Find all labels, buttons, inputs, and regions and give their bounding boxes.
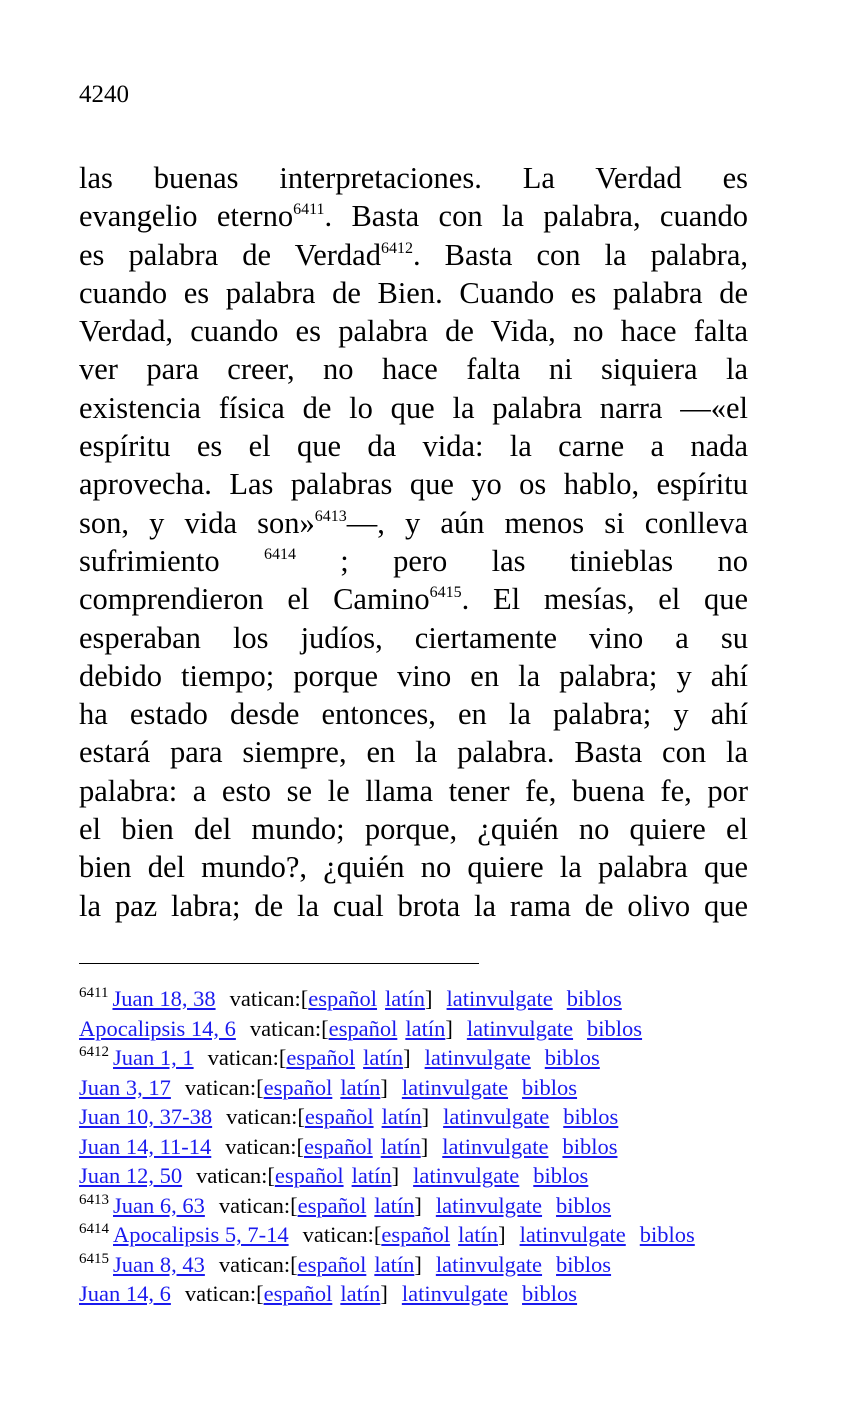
latin-link[interactable]: latín xyxy=(405,1015,446,1041)
body-text-segment: esperaban los judíos, ciertamente vino a su xyxy=(79,620,748,655)
latin-link[interactable]: latín xyxy=(374,1192,415,1218)
vatican-label: vatican:[ xyxy=(218,1192,298,1218)
body-text-segment: . Basta con la palabra, cuando xyxy=(324,199,748,234)
body-text-segment: es palabra de Verdad xyxy=(79,237,381,272)
latin-link[interactable]: latín xyxy=(374,1251,415,1277)
biblos-link[interactable]: biblos xyxy=(533,1163,589,1188)
body-text-segment: comprendieron el Camino xyxy=(79,582,430,617)
vatican-label: vatican:[ xyxy=(226,1104,305,1129)
footnote-marker: 6411 xyxy=(293,201,325,219)
espanol-link[interactable]: español xyxy=(297,1192,367,1218)
footnote-line xyxy=(79,1279,769,1309)
vatican-label: vatican:[ xyxy=(184,1074,264,1100)
espanol-link[interactable]: español xyxy=(263,1281,333,1306)
body-text-segment: ver para creer, no hace falta ni siquiera la xyxy=(79,352,748,387)
espanol-link[interactable]: español xyxy=(381,1222,451,1247)
scripture-reference-link[interactable]: Juan 10, 37-38 xyxy=(79,1104,213,1129)
body-text xyxy=(79,159,748,925)
espanol-link[interactable]: español xyxy=(308,986,378,1011)
bracket-close: ] xyxy=(414,1192,422,1218)
latin-link[interactable]: latín xyxy=(340,1281,381,1306)
scripture-reference-link[interactable]: Juan 14, 6 xyxy=(79,1281,171,1306)
latin-link[interactable]: latín xyxy=(385,986,426,1011)
body-line xyxy=(79,427,748,465)
body-line xyxy=(79,887,748,925)
body-text-segment: existencia física de lo que la palabra narra —«el xyxy=(79,390,748,425)
body-line xyxy=(79,274,748,312)
scripture-reference-link[interactable]: Juan 6, 63 xyxy=(113,1192,205,1218)
body-line xyxy=(79,772,748,810)
footnote-number: 6411 xyxy=(79,985,109,1001)
latinvulgate-link[interactable]: latinvulgate xyxy=(435,1251,543,1277)
body-text-segment: debido tiempo; porque vino en la palabra; y ahí xyxy=(79,658,748,693)
scripture-reference-link[interactable]: Juan 8, 43 xyxy=(113,1251,205,1277)
vatican-label: vatican:[ xyxy=(218,1251,298,1277)
vatican-label: vatican:[ xyxy=(196,1163,275,1188)
bracket-close: ] xyxy=(421,1104,430,1129)
bracket-close: ] xyxy=(425,986,433,1011)
footnote-number: 6413 xyxy=(79,1191,109,1208)
scripture-reference-link[interactable]: Juan 1, 1 xyxy=(113,1045,194,1070)
biblos-link[interactable]: biblos xyxy=(562,1133,618,1159)
footnote-number: 6412 xyxy=(79,1044,109,1060)
body-text-segment: bien del mundo?, ¿quién no quiere la palabra que xyxy=(79,850,748,885)
espanol-link[interactable]: español xyxy=(297,1251,367,1277)
footnote-line xyxy=(79,1073,769,1103)
latin-link[interactable]: latín xyxy=(351,1163,392,1188)
latinvulgate-link[interactable]: latinvulgate xyxy=(401,1281,509,1306)
body-text-segment: aprovecha. Las palabras que yo os hablo, espíritu xyxy=(79,467,748,502)
bracket-close: ] xyxy=(380,1074,388,1100)
footnote-number: 6415 xyxy=(79,1250,109,1267)
espanol-link[interactable]: español xyxy=(304,1104,374,1129)
body-line xyxy=(79,695,748,733)
biblos-link[interactable]: biblos xyxy=(566,986,622,1011)
latin-link[interactable]: latín xyxy=(381,1104,422,1129)
espanol-link[interactable]: español xyxy=(274,1163,344,1188)
body-text-segment: ; pero las tinieblas no xyxy=(295,543,748,578)
biblos-link[interactable]: biblos xyxy=(563,1104,619,1129)
bracket-close: ] xyxy=(420,1133,429,1159)
bracket-close: ] xyxy=(445,1015,453,1041)
scripture-reference-link[interactable]: Juan 12, 50 xyxy=(79,1163,183,1188)
biblos-link[interactable]: biblos xyxy=(556,1192,612,1218)
footnote-line xyxy=(79,1161,769,1191)
vatican-label: vatican:[ xyxy=(207,1045,287,1070)
biblos-link[interactable]: biblos xyxy=(639,1222,695,1247)
body-text-segment: cuando es palabra de Bien. Cuando es palabra de xyxy=(79,275,748,310)
scripture-reference-link[interactable]: Apocalipsis 14, 6 xyxy=(79,1015,236,1041)
bracket-close: ] xyxy=(380,1281,388,1306)
vatican-label: vatican:[ xyxy=(184,1281,264,1306)
body-text-segment: palabra: a esto se le llama tener fe, buena fe, por xyxy=(79,773,748,808)
body-line xyxy=(79,657,748,695)
body-line xyxy=(79,733,748,771)
body-text-segment: el bien del mundo; porque, ¿quién no quiere el xyxy=(79,812,748,847)
bracket-close: ] xyxy=(414,1251,422,1277)
footnote-line xyxy=(79,1014,769,1044)
bracket-close: ] xyxy=(403,1045,411,1070)
body-text-segment: ha estado desde entonces, en la palabra; y ahí xyxy=(79,697,748,732)
body-line xyxy=(79,810,748,848)
bracket-close: ] xyxy=(498,1222,506,1247)
latin-link[interactable]: latín xyxy=(363,1045,404,1070)
latinvulgate-link[interactable]: latinvulgate xyxy=(466,1015,574,1041)
footnote-line xyxy=(79,1043,769,1073)
latinvulgate-link[interactable]: latinvulgate xyxy=(424,1045,531,1070)
page-number: 4240 xyxy=(79,81,129,108)
body-text-segment: . Basta con la palabra, xyxy=(412,237,748,272)
body-text-segment: Verdad, cuando es palabra de Vida, no hace falta xyxy=(79,314,748,349)
latinvulgate-link[interactable]: latinvulgate xyxy=(435,1192,543,1218)
footnote-separator xyxy=(79,963,479,964)
scripture-reference-link[interactable]: Apocalipsis 5, 7-14 xyxy=(113,1222,289,1247)
footnote-marker: 6415 xyxy=(429,584,462,602)
body-line xyxy=(79,542,748,580)
latinvulgate-link[interactable]: latinvulgate xyxy=(442,1133,549,1159)
body-text-segment: estará para siempre, en la palabra. Basta con la xyxy=(79,735,748,770)
body-text-segment: espíritu es el que da vida: la carne a nada xyxy=(79,429,748,464)
body-line xyxy=(79,350,748,388)
bracket-close: ] xyxy=(391,1163,400,1188)
footnotes xyxy=(79,984,769,1309)
biblos-link[interactable]: biblos xyxy=(522,1074,578,1100)
latinvulgate-link[interactable]: latinvulgate xyxy=(401,1074,509,1100)
body-line xyxy=(79,236,748,274)
espanol-link[interactable]: español xyxy=(304,1133,373,1159)
body-text-segment: sufrimiento xyxy=(79,543,264,578)
scripture-reference-link[interactable]: Juan 18, 38 xyxy=(112,986,216,1011)
footnote-line xyxy=(79,1250,769,1280)
body-line xyxy=(79,159,748,197)
body-line xyxy=(79,504,748,542)
latinvulgate-link[interactable]: latinvulgate xyxy=(519,1222,626,1247)
footnote-line xyxy=(79,984,769,1014)
latinvulgate-link[interactable]: latinvulgate xyxy=(443,1104,550,1129)
latin-link[interactable]: latín xyxy=(458,1222,499,1247)
footnote-line xyxy=(79,1102,769,1132)
body-text-segment: son, y vida son» xyxy=(79,505,315,540)
footnote-marker: 6413 xyxy=(314,507,347,525)
latinvulgate-link[interactable]: latinvulgate xyxy=(446,986,553,1011)
body-text-segment: las buenas interpretaciones. La Verdad es xyxy=(79,161,748,195)
scripture-reference-link[interactable]: Juan 3, 17 xyxy=(79,1074,171,1100)
latinvulgate-link[interactable]: latinvulgate xyxy=(413,1163,520,1188)
biblos-link[interactable]: biblos xyxy=(587,1015,643,1041)
footnote-line xyxy=(79,1191,769,1221)
vatican-label: vatican:[ xyxy=(225,1133,304,1159)
espanol-link[interactable]: español xyxy=(328,1015,398,1041)
espanol-link[interactable]: español xyxy=(286,1045,356,1070)
footnote-marker: 6412 xyxy=(380,239,413,257)
body-text-segment: . El mesías, el que xyxy=(461,582,748,617)
footnote-number: 6414 xyxy=(79,1221,109,1237)
latin-link[interactable]: latín xyxy=(340,1074,381,1100)
body-line xyxy=(79,848,748,886)
espanol-link[interactable]: español xyxy=(263,1074,333,1100)
latin-link[interactable]: latín xyxy=(380,1133,421,1159)
body-line xyxy=(79,312,748,350)
vatican-label: vatican:[ xyxy=(229,986,309,1011)
footnote-marker: 6414 xyxy=(263,545,296,563)
body-text-segment: evangelio eterno xyxy=(79,199,294,234)
body-line xyxy=(79,580,748,618)
body-line xyxy=(79,619,748,657)
footnote-line xyxy=(79,1220,769,1250)
biblos-link[interactable]: biblos xyxy=(556,1251,612,1277)
body-text-segment: —, y aún menos si conlleva xyxy=(346,505,749,540)
vatican-label: vatican:[ xyxy=(249,1015,329,1041)
body-line xyxy=(79,389,748,427)
scripture-reference-link[interactable]: Juan 14, 11-14 xyxy=(79,1133,212,1159)
vatican-label: vatican:[ xyxy=(302,1222,382,1247)
body-line xyxy=(79,197,748,235)
biblos-link[interactable]: biblos xyxy=(544,1045,600,1070)
footnote-line xyxy=(79,1132,769,1162)
body-text-segment: la paz labra; de la cual brota la rama de olivo que xyxy=(79,888,748,923)
biblos-link[interactable]: biblos xyxy=(522,1281,578,1306)
body-line xyxy=(79,465,748,503)
